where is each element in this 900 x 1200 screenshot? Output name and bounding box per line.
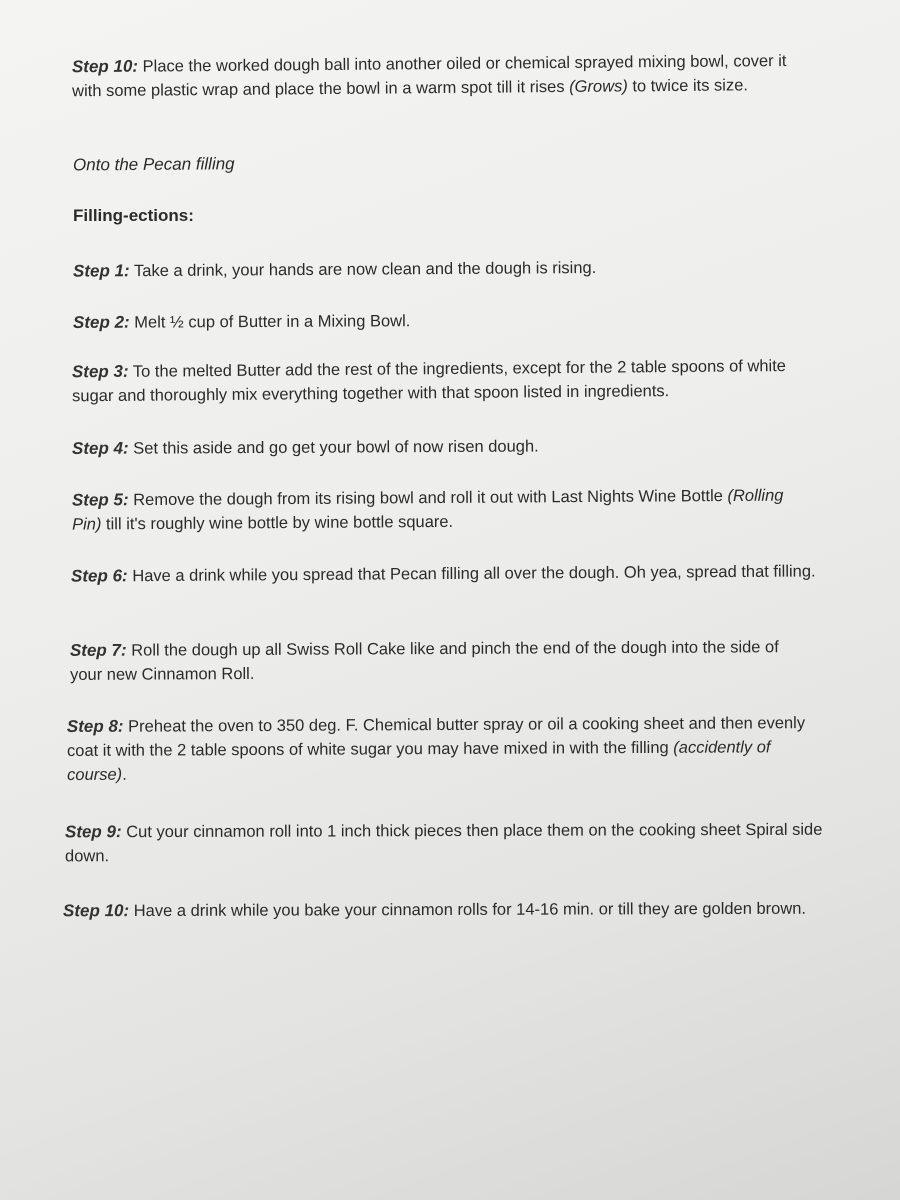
step-text: Cut your cinnamon roll into 1 inch thick pieces then place them on the cooking sheet Spiral side down.	[65, 820, 823, 866]
step-text-end: to twice its size.	[627, 76, 749, 96]
filling-step-2	[73, 307, 818, 335]
step-label: Step 10:	[71, 56, 139, 77]
step-text-italic: (Rolling Pin)	[72, 486, 784, 534]
step-text-end: .	[122, 765, 127, 784]
step-text: Place the worked dough ball into another oiled or chemical sprayed mixing bowl, cover it with some plastic wrap and place the bowl in a warm spot till it rises	[72, 52, 787, 101]
step-text-italic: (Grows)	[569, 77, 628, 96]
filling-step-7	[70, 635, 810, 687]
filling-step-1	[73, 254, 818, 283]
section-title: Onto the Pecan filling	[72, 154, 235, 175]
filling-step-8	[67, 711, 827, 787]
filling-step-5	[72, 483, 807, 536]
filling-step-6	[71, 559, 821, 588]
step-text: Remove the dough from its rising bowl and roll it out with Last Nights Wine Bottle	[128, 486, 728, 510]
step-text: To the melted Butter add the rest of the ingredients, except for the 2 table spoons of white sugar and thoroughly mix everything together with that spoon listed in ingredients.	[72, 357, 787, 406]
step-label: Step 6:	[70, 566, 128, 586]
step-label: Step 4:	[71, 438, 129, 458]
step-label: Step 9:	[64, 822, 122, 842]
step-text-end: till it's roughly wine bottle by wine bottle square.	[101, 512, 454, 534]
step-label: Step 5:	[71, 490, 129, 510]
step-label: Step 7:	[69, 640, 127, 660]
filling-step-4	[72, 433, 817, 461]
step-text: Preheat the oven to 350 deg. F. Chemical butter spray or oil a cooking sheet and then evenly coat it with the 2 table spoons of white sugar you may have mixed in with the filling	[66, 714, 806, 760]
step-label: Step 1:	[72, 261, 130, 281]
step-text: Set this aside and go get your bowl of now risen dough.	[128, 437, 539, 458]
step-label: Step 10:	[62, 901, 130, 921]
filling-step-10	[63, 897, 808, 924]
step-text: Have a drink while you bake your cinnamon rolls for 14-16 min. or till they are golden brown.	[129, 899, 807, 921]
step-label: Step 8:	[66, 716, 124, 736]
filling-step-3	[72, 354, 827, 409]
step-label: Step 3:	[71, 361, 129, 382]
step-text: Roll the dough up all Swiss Roll Cake like and pinch the end of the dough into the side of your new Cinnamon Roll.	[70, 638, 779, 684]
intro-step-paragraph	[72, 49, 817, 103]
filling-step-9	[65, 818, 840, 869]
step-text-italic: (accidently of course)	[67, 738, 771, 784]
step-text: Take a drink, your hands are now clean and the dough is rising.	[129, 258, 597, 281]
step-label: Step 2:	[72, 312, 130, 332]
filling-heading: Filling-ections:	[73, 206, 194, 225]
step-text: Melt ½ cup of Butter in a Mixing Bowl.	[129, 312, 411, 332]
step-text: Have a drink while you spread that Pecan filling all over the dough. Oh yea, spread that filling.	[127, 562, 816, 586]
